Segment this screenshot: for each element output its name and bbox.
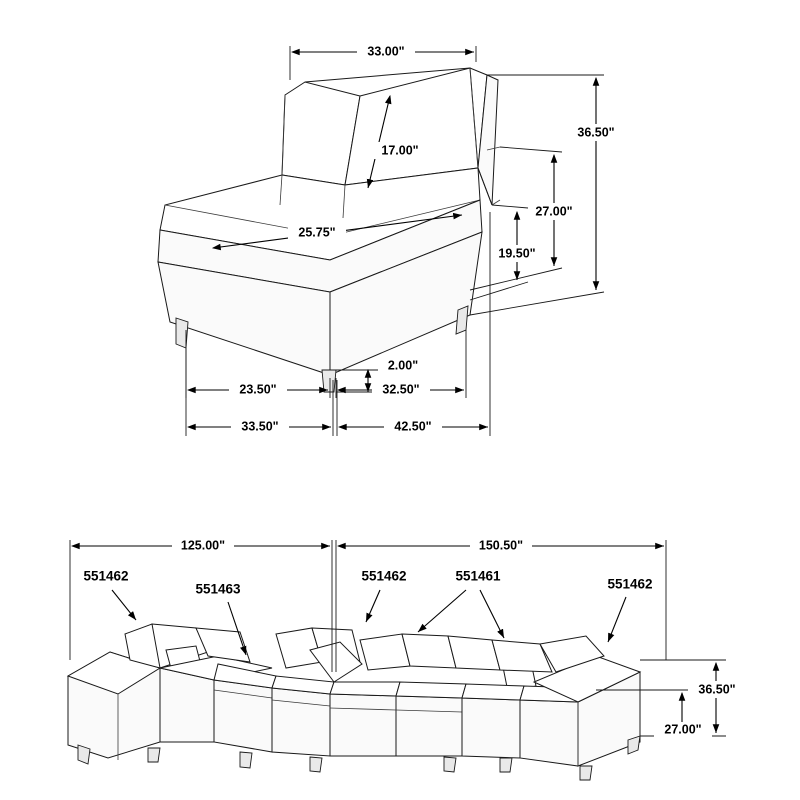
dim-label-outer-right: 42.50": [394, 419, 432, 434]
dim-label-left-span: 125.00": [180, 538, 226, 553]
part-code-label-5: 551462: [607, 576, 653, 592]
dim-label-outer-left: 33.50": [241, 419, 279, 434]
dim-label-inner-left: 23.50": [239, 382, 277, 397]
part-code-label-4: 551461: [455, 568, 501, 584]
part-code-middle: [361, 569, 406, 622]
dim-label-inner-right: 32.50": [382, 382, 420, 397]
dim-label-leg-height: 2.00": [387, 358, 419, 373]
dim-label-right-span: 150.50": [478, 538, 524, 553]
dim-label-overall-height: 36.50": [577, 125, 615, 140]
part-code-center: [418, 569, 504, 638]
dim-label-arm-height: 27.00": [535, 204, 573, 219]
part-code-label-2: 551463: [195, 581, 241, 597]
dim-label-sectional-arm-height: 27.00": [664, 722, 702, 737]
dim-label-width-top: 33.00": [367, 44, 405, 59]
dim-label-seat-height: 19.50": [498, 246, 536, 261]
part-code-label-1: 551462: [83, 568, 129, 584]
part-code-left-corner: [83, 569, 136, 620]
part-code-right: [607, 577, 652, 642]
dim-label-seat-depth: 25.75": [298, 225, 336, 240]
dim-label-sectional-height: 36.50": [698, 682, 736, 697]
sectional-illustration: [68, 624, 640, 780]
part-code-label-3: 551462: [361, 568, 407, 584]
dim-sectional-arm-height: [654, 693, 712, 739]
dim-label-back-height: 17.00": [381, 143, 419, 158]
